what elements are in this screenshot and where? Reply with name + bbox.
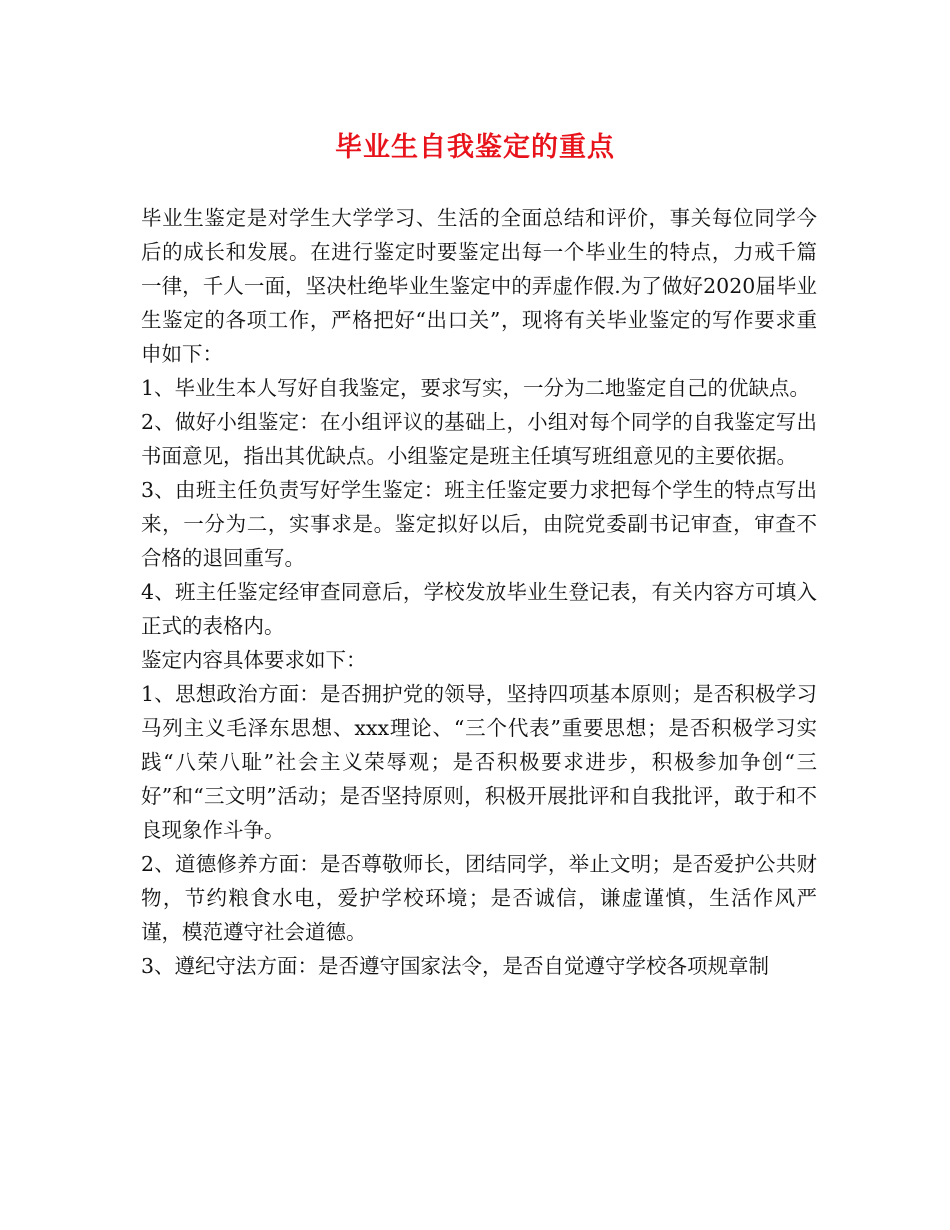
- paragraph-requirements-heading: 鉴定内容具体要求如下：: [141, 648, 367, 672]
- document-title: 毕业生自我鉴定的重点: [335, 132, 615, 163]
- paragraph-item-4: 4、班主任鉴定经审查同意后，学校发放毕业生登记表，有关内容方可填入正式的表格内。: [141, 580, 817, 638]
- paragraph-item-3: 3、由班主任负责写好学生鉴定：班主任鉴定要力求把每个学生的特点写出来，一分为二，实事求是。鉴定拟好以后，由院党委副书记审查，审查不合格的退回重写。: [141, 478, 817, 570]
- paragraph-requirement-2: 2、道德修养方面：是否尊敬师长，团结同学，举止文明；是否爱护公共财物，节约粮食水电，爱护学校环境；是否诚信，谦虚谨慎，生活作风严谨，模范遵守社会道德。: [141, 852, 817, 944]
- paragraph-item-1: 1、毕业生本人写好自我鉴定，要求写实，一分为二地鉴定自己的优缺点。: [141, 376, 811, 400]
- paragraph-requirement-1: 1、思想政治方面：是否拥护党的领导，坚持四项基本原则；是否积极学习马列主义毛泽东思想、xxx理论、“三个代表”重要思想；是否积极学习实践“八荣八耻”社会主义荣辱观；是否积极要求进步，积极参加争创“三好”和“三文明”活动；是否坚持原则，积极开展批评和自我批评，敢于和不良现象作斗争。: [141, 682, 817, 842]
- paragraph-intro: 毕业生鉴定是对学生大学学习、生活的全面总结和评价，事关每位同学今后的成长和发展。在进行鉴定时要鉴定出每一个毕业生的特点，力戒千篇一律，千人一面，坚决杜绝毕业生鉴定中的弄虚作假.为了做好2020届毕业生鉴定的各项工作，严格把好“出口关”，现将有关毕业鉴定的写作要求重申如下：: [141, 206, 817, 366]
- paragraph-item-2: 2、做好小组鉴定：在小组评议的基础上，小组对每个同学的自我鉴定写出书面意见，指出其优缺点。小组鉴定是班主任填写班组意见的主要依据。: [141, 410, 817, 468]
- document-body: [141, 201, 817, 983]
- paragraph-requirement-3: 3、遵纪守法方面：是否遵守国家法令，是否自觉遵守学校各项规章制: [141, 954, 770, 978]
